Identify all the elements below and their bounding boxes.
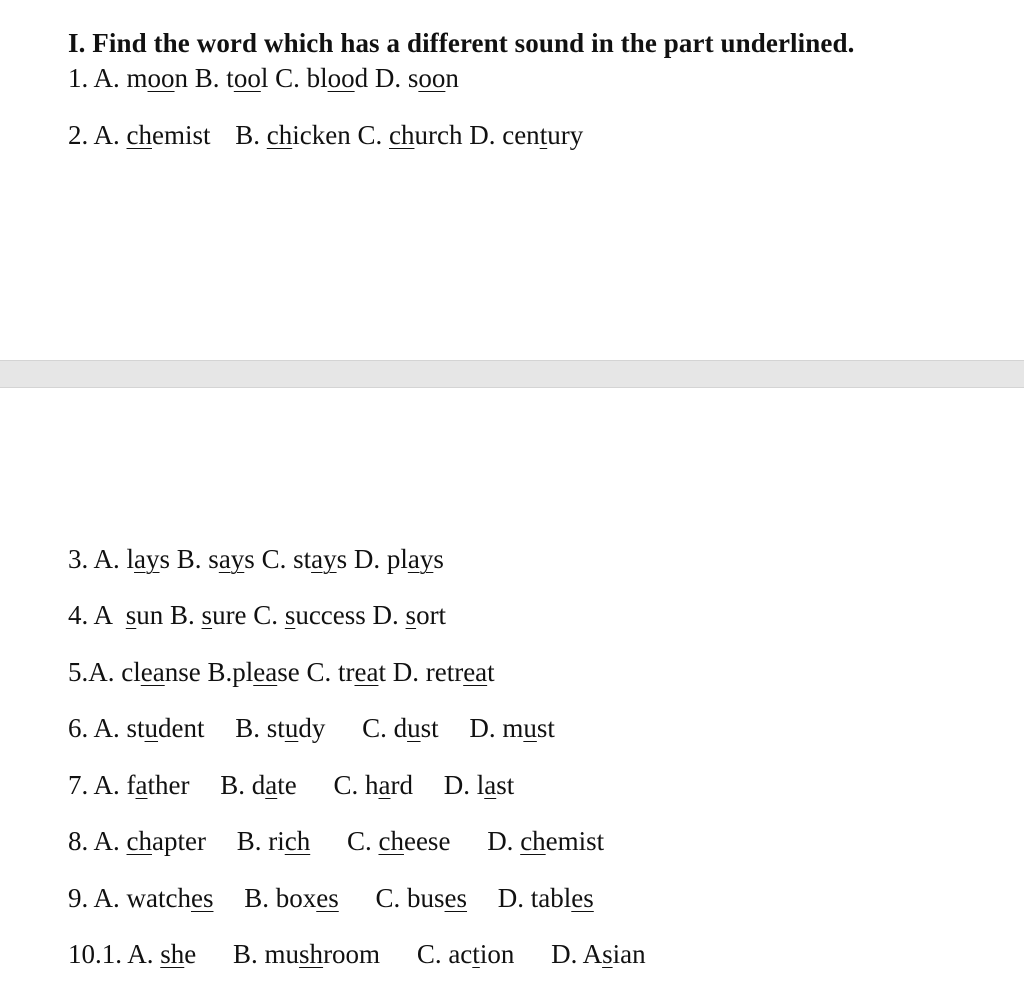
option-c-label: C. [362, 713, 387, 743]
option-c-label: C. [357, 120, 383, 150]
option-b: please [232, 657, 300, 687]
question-9 [68, 883, 594, 914]
option-a: chapter [126, 826, 206, 856]
question-number: 6. A. [68, 713, 120, 743]
option-c-label: C. [306, 657, 332, 687]
option-d-label: D. [551, 939, 578, 969]
option-b: boxes [275, 883, 339, 913]
option-b: date [251, 770, 297, 800]
question-number: 1. A. [68, 63, 120, 93]
option-b: says [208, 544, 255, 574]
option-b-label: B. [235, 713, 261, 743]
option-d: retreat [425, 657, 495, 687]
option-c: success [284, 600, 366, 630]
question-number: 8. A. [68, 826, 120, 856]
option-d-label: D. [469, 120, 496, 150]
option-a: she [160, 939, 197, 969]
question-5 [68, 657, 495, 688]
option-c: dust [393, 713, 439, 743]
option-d-label: D. [372, 600, 399, 630]
option-b: study [266, 713, 326, 743]
option-a: cleanse [121, 657, 201, 687]
option-a: chemist [126, 120, 211, 150]
option-d: century [502, 120, 584, 150]
option-c-label: C. [261, 544, 287, 574]
question-7 [68, 770, 514, 801]
option-d: tables [530, 883, 594, 913]
question-number: 10.1. A. [68, 939, 154, 969]
option-b-label: B. [233, 939, 258, 969]
option-c: blood [306, 63, 369, 93]
question-number: 2. A. [68, 120, 120, 150]
option-b-label: B. [194, 63, 220, 93]
option-c-label: C. [416, 939, 442, 969]
option-d-label: D. [487, 826, 514, 856]
option-b: chicken [266, 120, 351, 150]
question-number: 5.A. [68, 657, 115, 687]
option-c-label: C. [253, 600, 279, 630]
option-d-label: D. [469, 713, 496, 743]
option-d: plays [386, 544, 444, 574]
option-a: lays [126, 544, 171, 574]
option-d-label: D. [443, 770, 470, 800]
option-a: father [126, 770, 190, 800]
option-c-label: C. [275, 63, 300, 93]
option-b-label: B. [176, 544, 202, 574]
option-a: moon [126, 63, 189, 93]
question-10 [68, 939, 646, 970]
option-c-label: C. [333, 770, 359, 800]
document-page-top [0, 0, 1024, 360]
option-d: chemist [520, 826, 605, 856]
option-c: stays [293, 544, 348, 574]
question-1 [68, 63, 459, 94]
option-d-label: D. [392, 657, 419, 687]
option-c: church [389, 120, 463, 150]
option-b-label: B. [207, 657, 233, 687]
option-c: action [448, 939, 515, 969]
option-b: sure [201, 600, 247, 630]
option-a: student [126, 713, 205, 743]
option-b-label: B. [236, 826, 262, 856]
option-c: cheese [378, 826, 451, 856]
option-d-label: D. [374, 63, 402, 93]
option-c: hard [365, 770, 413, 800]
option-b-label: B. [244, 883, 269, 913]
option-d: last [476, 770, 515, 800]
question-3 [68, 544, 444, 575]
question-2 [68, 120, 583, 151]
option-d: soon [407, 63, 459, 93]
option-d: sort [405, 600, 447, 630]
option-d-label: D. [497, 883, 525, 913]
option-d: Asian [582, 939, 646, 969]
question-4 [68, 600, 446, 631]
option-c: buses [407, 883, 468, 913]
question-number: 7. A. [68, 770, 120, 800]
option-a: sun [125, 600, 164, 630]
question-number: 9. A. [68, 883, 120, 913]
question-number: 4. A [68, 600, 114, 630]
option-b-label: B. [170, 600, 195, 630]
option-c-label: C. [346, 826, 372, 856]
question-6 [68, 713, 555, 744]
exercise-heading: I. Find the word which has a different sound in the part underlined. [68, 28, 855, 58]
option-d: must [502, 713, 555, 743]
option-b-label: B. [220, 770, 245, 800]
page-break-separator [0, 360, 1024, 388]
option-d-label: D. [353, 544, 381, 574]
option-c-label: C. [375, 883, 401, 913]
question-8 [68, 826, 604, 857]
option-b: tool [226, 63, 269, 93]
question-number: 3. A. [68, 544, 120, 574]
option-a: watches [126, 883, 214, 913]
option-b: rich [268, 826, 311, 856]
option-b-label: B. [235, 120, 261, 150]
option-b: mushroom [264, 939, 381, 969]
option-c: treat [337, 657, 386, 687]
